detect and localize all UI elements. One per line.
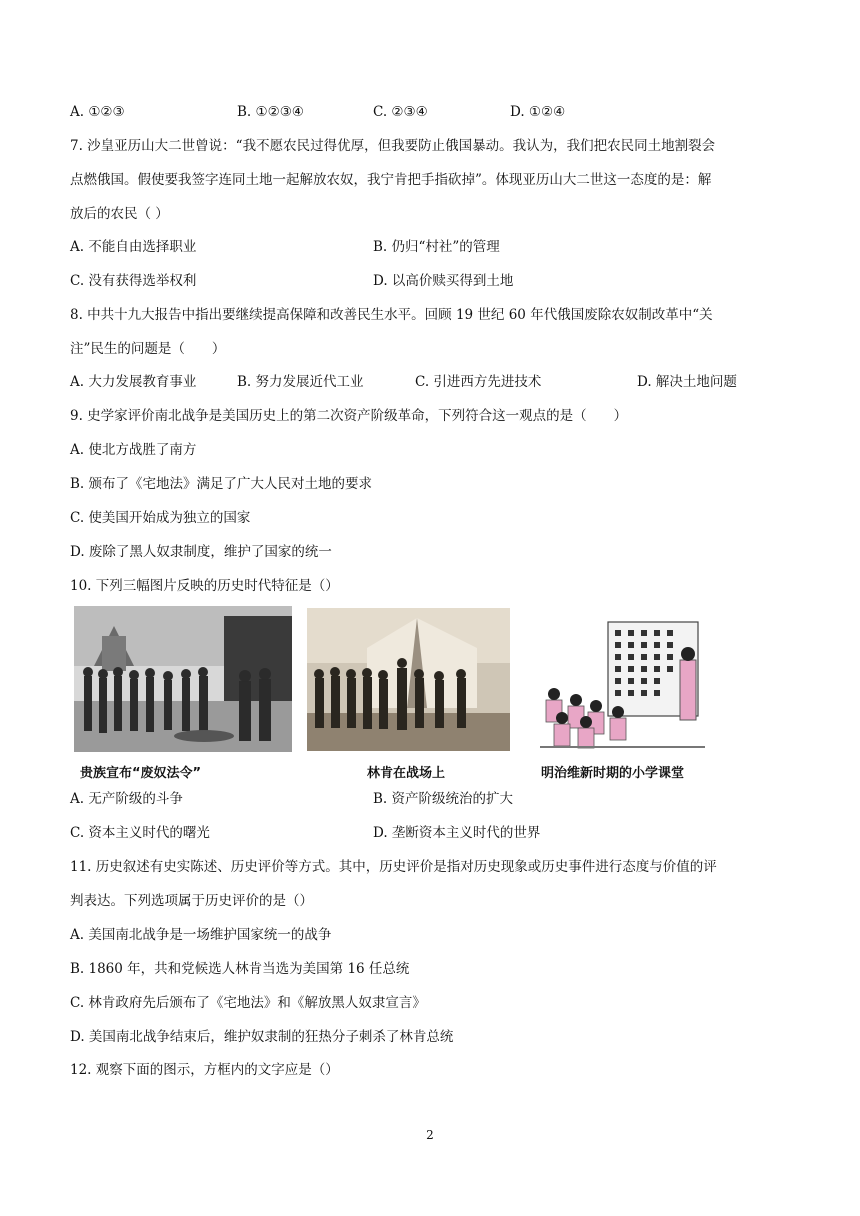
- q7-stem-line2: 点燃俄国。假使要我签字连同土地一起解放农奴，我宁肯把手指砍掉”。体现亚历山大二世这一态度的是：解: [70, 172, 712, 188]
- q8-option-c: C. 引进西方先进技术: [415, 374, 542, 390]
- caption-abolition-decree: 贵族宣布“废奴法令”: [80, 766, 202, 781]
- q11-option-b: B. 1860 年，共和党候选人林肯当选为美国第 16 任总统: [70, 961, 410, 977]
- q10-option-c: C. 资本主义时代的曙光: [70, 825, 210, 841]
- caption-meiji-classroom: 明治维新时期的小学课堂: [541, 766, 685, 781]
- q7-option-b: B. 仍归“村社”的管理: [373, 239, 500, 255]
- q6-option-b: B. ①②③④: [237, 104, 304, 120]
- q8-stem-line2: 注”民生的问题是（ ）: [70, 341, 226, 357]
- q10-option-b: B. 资产阶级统治的扩大: [373, 791, 514, 807]
- q6-option-c: C. ②③④: [373, 104, 428, 120]
- q10-option-a: A. 无产阶级的斗争: [70, 791, 183, 807]
- q9-option-c: C. 使美国开始成为独立的国家: [70, 510, 251, 526]
- q7-option-a: A. 不能自由选择职业: [70, 239, 197, 255]
- q8-option-a: A. 大力发展教育事业: [70, 374, 197, 390]
- q11-stem-line2: 判表达。下列选项属于历史评价的是（）: [70, 893, 313, 909]
- q7-option-d: D. 以高价赎买得到土地: [373, 273, 514, 289]
- q11-stem-line1: 11. 历史叙述有史实陈述、历史评价等方式。其中，历史评价是指对历史现象或历史事件进行态度与价值的评: [70, 859, 717, 875]
- q12-stem-line1: 12. 观察下面的图示，方框内的文字应是（）: [70, 1062, 339, 1078]
- caption-lincoln-battlefield: 林肯在战场上: [367, 766, 446, 781]
- q8-option-d: D. 解决土地问题: [637, 374, 737, 390]
- q7-stem-line1: 7. 沙皇亚历山大二世曾说：“我不愿农民过得优厚，但我要防止俄国暴动。我认为，我们把农民同土地割裂会: [70, 138, 716, 154]
- q7-stem-line3: 放后的农民（ ）: [70, 206, 169, 222]
- q11-option-c: C. 林肯政府先后颁布了《宅地法》和《解放黑人奴隶宣言》: [70, 995, 426, 1011]
- q9-option-b: B. 颁布了《宅地法》满足了广大人民对土地的要求: [70, 476, 373, 492]
- q9-option-a: A. 使北方战胜了南方: [70, 442, 197, 458]
- abolition-decree-engraving: [74, 606, 292, 752]
- q6-option-d: D. ①②④: [510, 104, 566, 120]
- q10-option-d: D. 垄断资本主义时代的世界: [373, 825, 541, 841]
- q11-option-d: D. 美国南北战争结束后，维护奴隶制的狂热分子刺杀了林肯总统: [70, 1029, 454, 1045]
- q7-option-c: C. 没有获得选举权利: [70, 273, 197, 289]
- page-number: 2: [426, 1128, 434, 1142]
- q8-option-b: B. 努力发展近代工业: [237, 374, 364, 390]
- q9-option-d: D. 废除了黑人奴隶制度，维护了国家的统一: [70, 544, 332, 560]
- meiji-classroom-illustration: [540, 620, 705, 751]
- q11-option-a: A. 美国南北战争是一场维护国家统一的战争: [70, 927, 332, 943]
- lincoln-battlefield-photo: [307, 608, 510, 751]
- q10-stem-line1: 10. 下列三幅图片反映的历史时代特征是（）: [70, 578, 339, 594]
- q8-stem-line1: 8. 中共十九大报告中指出要继续提高保障和改善民生水平。回顾 19 世纪 60 年代俄国废除农奴制改革中“关: [70, 307, 713, 323]
- q9-stem-line1: 9. 史学家评价南北战争是美国历史上的第二次资产阶级革命，下列符合这一观点的是（ ）: [70, 408, 628, 424]
- q6-option-a: A. ①②③: [70, 104, 125, 120]
